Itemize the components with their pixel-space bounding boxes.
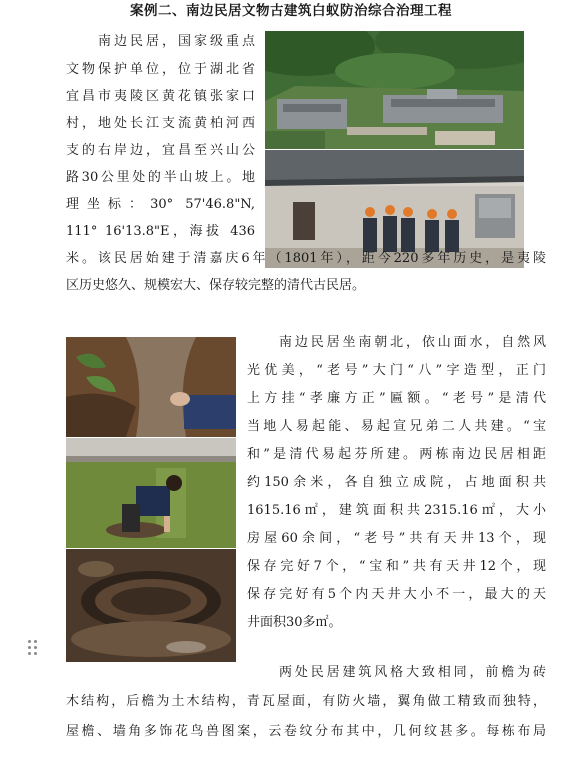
- paragraph1-line-1: 南边民居，国家级重点: [98, 34, 255, 49]
- tree-root-inspection-photo: [66, 337, 236, 437]
- paragraph2-line-2: 光优美，“老号”大门“八”字造型，正门: [247, 363, 546, 378]
- paragraph1-line-7: 理坐标：30° 57'46.8"N,: [66, 197, 255, 212]
- paragraph2-line-5: 和”是清代易起芬所建。两栋南边民居相距: [247, 447, 546, 462]
- drag-handle-icon[interactable]: [28, 640, 40, 656]
- paragraph1-line-3: 宜昌市夷陵区黄花镇张家口: [66, 89, 255, 104]
- kneeling-worker-photo: [66, 438, 236, 548]
- paragraph2-line-4: 当地人易起能、易起宣兄弟二人共建。“宝: [247, 419, 546, 434]
- tree-root-image: [66, 337, 236, 437]
- paragraph2-line-8: 房屋60余间，“老号”共有天井13个，现: [247, 531, 546, 546]
- paragraph1-line-5: 支的右岸边，宜昌至兴山公: [66, 143, 255, 158]
- paragraph3-line-1: 两处民居建筑风格大致相同，前檐为砖: [279, 665, 546, 680]
- paragraph2-line-6: 约150余米，各自独立成院，占地面积共: [247, 475, 546, 490]
- paragraph1-line-6: 路30公里处的半山坡上。地: [66, 170, 255, 185]
- termite-nest-photo: [66, 549, 236, 662]
- paragraph2-line-9: 保存完好7个，“宝和”共有天井12个，现: [247, 559, 546, 574]
- paragraph2-line-3: 上方挂“孝廉方正”匾额。“老号”是清代: [247, 391, 546, 406]
- aerial-view-image: [265, 31, 524, 149]
- paragraph1-line-9: 米。该民居始建于清嘉庆6年（1801年），距今220多年历史，是夷陵: [66, 251, 546, 266]
- paragraph2-line-11: 井面积30多㎡。: [247, 615, 342, 630]
- paragraph1-line-10: 区历史悠久、规模宏大、保存较完整的清代古民居。: [66, 278, 366, 293]
- paragraph2-line-1: 南边民居坐南朝北，依山面水，自然风: [279, 335, 546, 350]
- paragraph3-line-3: 屋檐、墙角多饰花鸟兽图案，云卷纹分布其中，几何纹甚多。每栋布局: [66, 724, 546, 739]
- paragraph1-line-8: 111° 16'13.8"E，海拔 436: [66, 224, 255, 239]
- paragraph1-line-2: 文物保护单位，位于湖北省: [66, 62, 255, 77]
- paragraph2-line-7: 1615.16㎡，建筑面积共2315.16㎡，大小: [247, 503, 546, 518]
- paragraph1-line-4: 村，地处长江支流黄柏河西: [66, 116, 255, 131]
- kneeling-worker-image: [66, 438, 236, 548]
- paragraph3-line-2: 木结构，后檐为土木结构，青瓦屋面，有防火墙，翼角做工精致而独特，: [66, 694, 546, 709]
- aerial-view-photo: [265, 31, 524, 149]
- page-title: 案例二、南边民居文物古建筑白蚁防治综合治理工程: [130, 3, 452, 19]
- paragraph2-line-10: 保存完好有5个内天井大小不一，最大的天: [247, 587, 546, 602]
- termite-nest-image: [66, 549, 236, 662]
